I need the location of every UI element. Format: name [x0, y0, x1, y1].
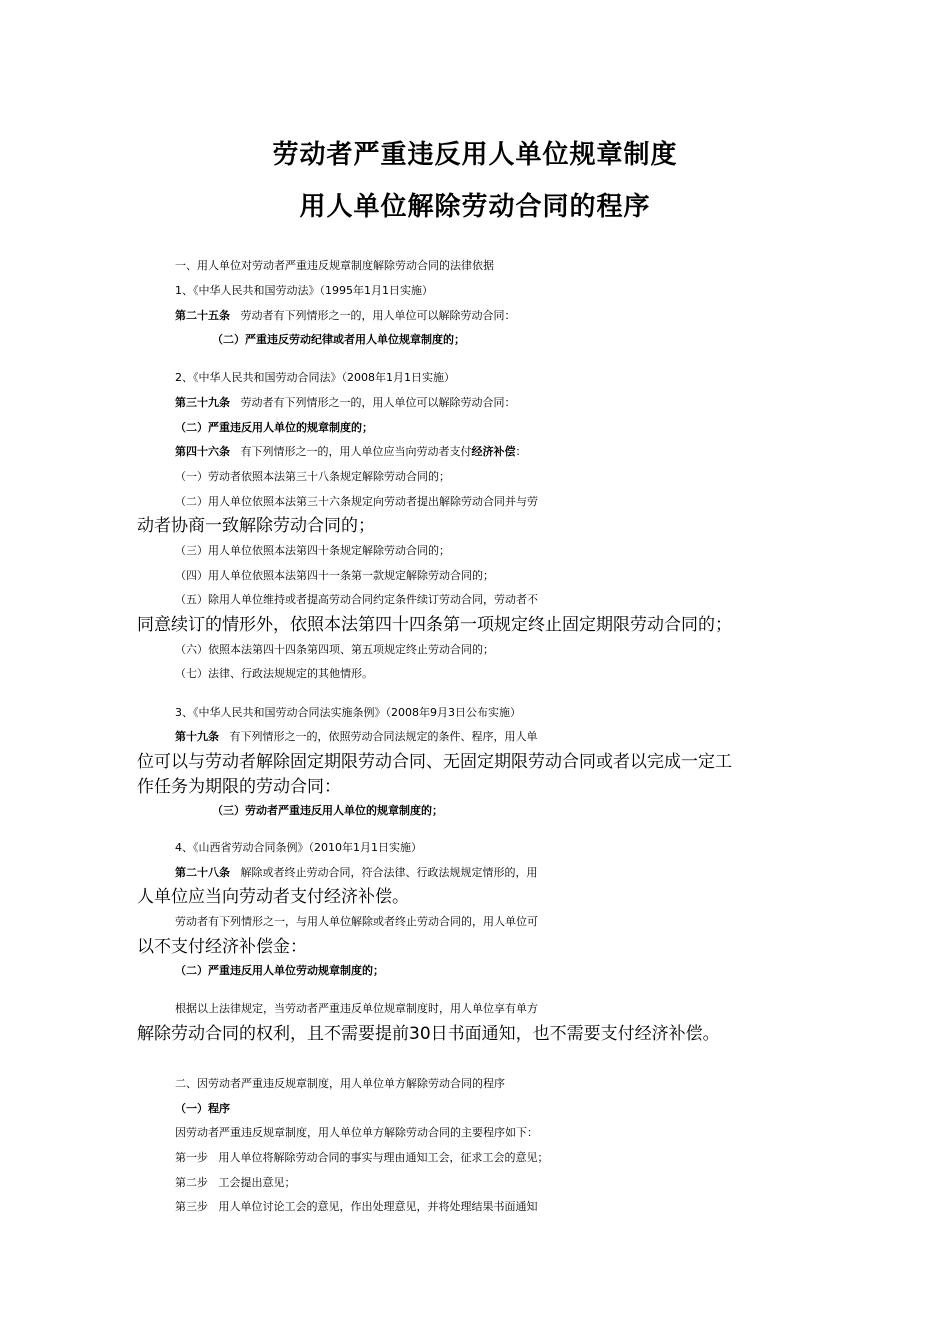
section-2-heading: 二、因劳动者严重违反规章制度，用人单位单方解除劳动合同的程序 [175, 1077, 505, 1090]
step-text: 用人单位讨论工会的意见，作出处理意见，并将处理结果书面通知 [218, 1200, 538, 1213]
law-2-item: （六）依照本法第四十四条第四项、第五项规定终止劳动合同的； [175, 643, 494, 656]
law-2-article-46 [175, 440, 855, 464]
law-3-article-continued: 作任务为期限的劳动合同： [137, 777, 341, 797]
document-title-line-1: 劳动者严重违反用人单位规章制度 [272, 140, 678, 170]
law-2-title: 2、《中华人民共和国劳动合同法》（2008年1月1日实施） [175, 371, 455, 384]
article-text: 劳动者有下列情形之一的，用人单位可以解除劳动合同： [240, 309, 516, 322]
law-4-article-continued: 人单位应当向劳动者支付经济补偿。 [137, 887, 409, 907]
law-4-paragraph-continued: 以不支付经济补偿金： [137, 937, 307, 957]
law-2-item-continued: 动者协商一致解除劳动合同的； [137, 516, 375, 536]
section-1-heading: 一、用人单位对劳动者严重违反规章制度解除劳动合同的法律依据 [175, 259, 494, 272]
law-4-title: 4、《山西省劳动合同条例》（2010年1月1日实施） [175, 841, 422, 854]
law-1-item: （二）严重违反劳动纪律或者用人单位规章制度的； [212, 333, 465, 346]
article-text-end: ： [515, 445, 527, 458]
article-emphasis: 经济补偿 [471, 445, 516, 458]
article-text: 劳动者有下列情形之一的，用人单位可以解除劳动合同： [240, 396, 516, 409]
section-2-subheading: （一）程序 [175, 1102, 230, 1115]
conclusion-paragraph: 根据以上法律规定，当劳动者严重违反单位规章制度时，用人单位享有单方 [175, 1002, 538, 1015]
step-label: 第一步 [175, 1151, 208, 1164]
law-2-item: （二）用人单位依照本法第三十六条规定向劳动者提出解除劳动合同并与劳 [175, 495, 538, 508]
law-4-item: （二）严重违反用人单位劳动规章制度的； [175, 964, 384, 977]
law-3-article [175, 725, 855, 749]
article-number: 第十九条 [175, 730, 219, 743]
document-title-line-2: 用人单位解除劳动合同的程序 [299, 192, 651, 222]
article-number: 第二十八条 [175, 866, 230, 879]
conclusion-paragraph-continued: 解除劳动合同的权利，且不需要提前30日书面通知，也不需要支付经济补偿。 [137, 1024, 720, 1044]
law-2-item: （七）法律、行政法规规定的其他情形。 [175, 667, 373, 680]
article-text: 解除或者终止劳动合同，符合法律、行政法规规定情形的，用 [240, 866, 538, 879]
law-1-title: 1、《中华人民共和国劳动法》（1995年1月1日实施） [175, 284, 433, 297]
law-4-paragraph: 劳动者有下列情形之一，与用人单位解除或者终止劳动合同的，用人单位可 [175, 915, 538, 928]
procedure-step [175, 1146, 855, 1170]
law-2-article-39 [175, 391, 855, 415]
step-text: 工会提出意见； [218, 1176, 296, 1189]
law-2-item-39: （二）严重违反用人单位的规章制度的； [175, 421, 373, 434]
law-4-article [175, 861, 855, 885]
article-number: 第二十五条 [175, 309, 230, 322]
law-3-item: （三）劳动者严重违反用人单位的规章制度的； [212, 804, 443, 817]
article-number: 第四十六条 [175, 445, 230, 458]
article-text: 有下列情形之一的，用人单位应当向劳动者支付 [240, 445, 472, 458]
procedure-intro: 因劳动者严重违反规章制度，用人单位单方解除劳动合同的主要程序如下： [175, 1126, 538, 1139]
law-2-item: （五）除用人单位维持或者提高劳动合同约定条件续订劳动合同，劳动者不 [175, 593, 538, 606]
law-2-item-continued: 同意续订的情形外，依照本法第四十四条第一项规定终止固定期限劳动合同的； [137, 615, 732, 635]
law-2-item: （一）劳动者依照本法第三十八条规定解除劳动合同的； [175, 470, 450, 483]
law-3-title: 3、《中华人民共和国劳动合同法实施条例》（2008年9月3日公布实施） [175, 706, 521, 719]
procedure-step [175, 1195, 855, 1219]
step-label: 第二步 [175, 1176, 208, 1189]
procedure-step [175, 1171, 855, 1195]
law-3-article-continued: 位可以与劳动者解除固定期限劳动合同、无固定期限劳动合同或者以完成一定工 [137, 752, 732, 772]
article-text: 有下列情形之一的，依照劳动合同法规定的条件、程序，用人单 [229, 730, 538, 743]
law-2-item: （四）用人单位依照本法第四十一条第一款规定解除劳动合同的； [175, 569, 494, 582]
article-number: 第三十九条 [175, 396, 230, 409]
law-1-article [175, 304, 855, 328]
law-2-item: （三）用人单位依照本法第四十条规定解除劳动合同的； [175, 544, 450, 557]
step-label: 第三步 [175, 1200, 208, 1213]
step-text: 用人单位将解除劳动合同的事实与理由通知工会，征求工会的意见； [218, 1151, 549, 1164]
